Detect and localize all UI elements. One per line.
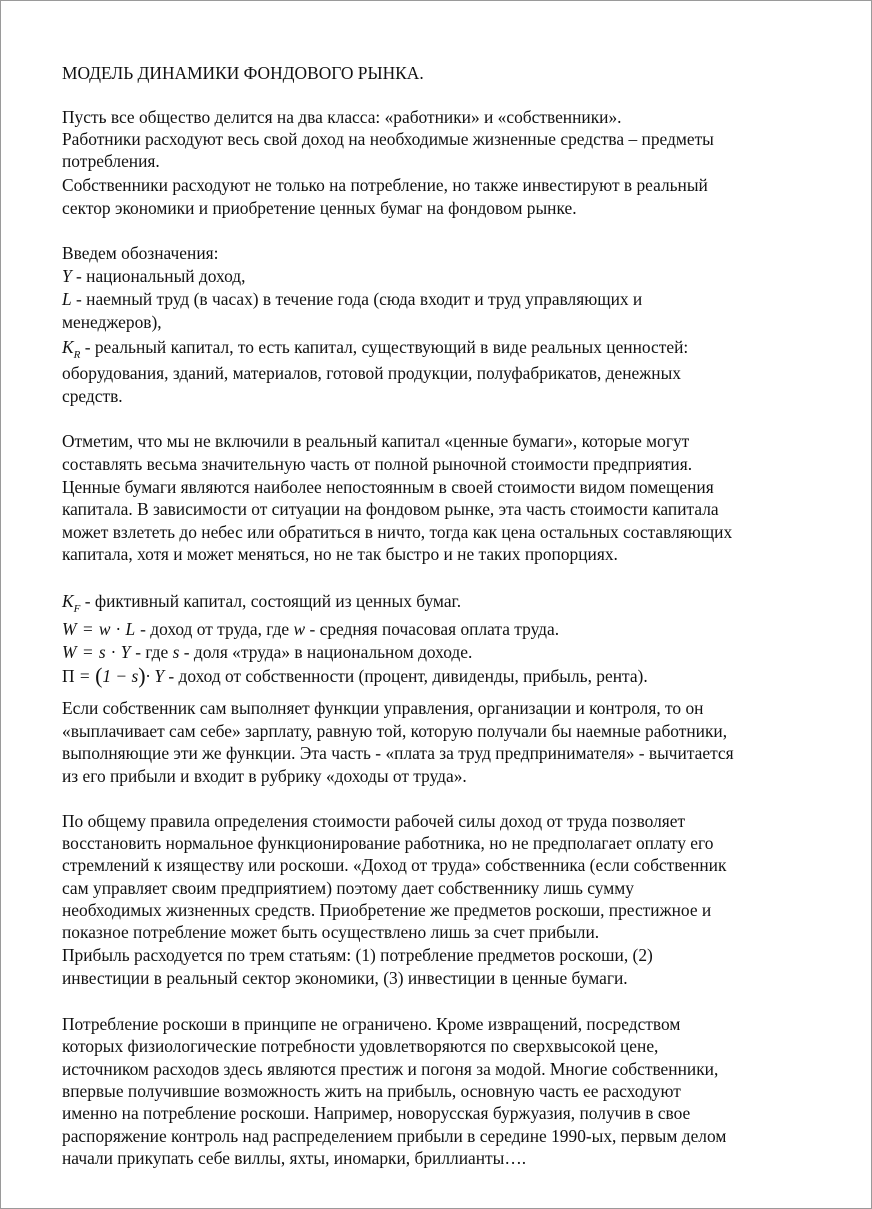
formula-wage xyxy=(62,618,559,640)
notation-l-text: - наемный труд (в часах) в течение года (сюда входит и труд управляющих и xyxy=(71,289,643,309)
notation-y xyxy=(62,265,245,287)
subscript-r: R xyxy=(73,349,81,361)
formula-pi-tail: · Y xyxy=(145,666,164,686)
paragraph-line: распоряжение контроль над распределением прибыли в середине 1990-ых, первым делом xyxy=(62,1126,727,1146)
formula-pi-inner: 1 − s xyxy=(102,666,139,686)
symbol-y: Y xyxy=(62,266,72,286)
paragraph-line: начали прикупать себе виллы, яхты, иномарки, бриллианты…. xyxy=(62,1148,527,1168)
symbol-w: w xyxy=(293,619,306,639)
paragraph-line: Потребление роскоши в принципе не ограничено. Кроме извращений, посредством xyxy=(62,1014,681,1034)
notation-l xyxy=(62,288,642,310)
subscript-f: F xyxy=(73,603,81,615)
formula-w-text: - доход от труда, где xyxy=(135,619,294,639)
intro-line: Пусть все общество делится на два класса: «работники» и «собственники». xyxy=(62,107,622,127)
document-title: МОДЕЛЬ ДИНАМИКИ ФОНДОВОГО РЫНКА. xyxy=(62,63,424,83)
paragraph-line: показное потребление может быть осуществлено лишь за счет прибыли. xyxy=(62,922,600,942)
paragraph-line: инвестиции в реальный сектор экономики, (3) инвестиции в ценные бумаги. xyxy=(62,968,628,988)
open-paren: ( xyxy=(95,663,103,688)
intro-line: сектор экономики и приобретение ценных бумаг на фондовом рынке. xyxy=(62,198,577,218)
paragraph-line: может взлететь до небес или обратиться в ничто, тогда как цена остальных составляющих xyxy=(62,522,733,542)
paragraph-line: необходимых жизненных средств. Приобретение же предметов роскоши, престижное и xyxy=(62,900,712,920)
paragraph-line: Если собственник сам выполняет функции управления, организации и контроля, то он xyxy=(62,698,704,718)
paragraph-line: восстановить нормальное функционирование работника, но не предполагает оплату его xyxy=(62,833,714,853)
paragraph-line: капитала, хотя и может меняться, но не так быстро и не таких пропорциях. xyxy=(62,544,618,564)
paragraph-line: из его прибыли и входит в рубрику «доходы от труда». xyxy=(62,766,467,786)
paragraph-line: По общему правила определения стоимости рабочей силы доход от труда позволяет xyxy=(62,811,686,831)
paragraph-line: Ценные бумаги являются наиболее непостоянным в своей стоимости видом помещения xyxy=(62,477,714,497)
notation-y-text: - национальный доход, xyxy=(71,266,246,286)
paragraph-line: источником расходов здесь являются престиж и погоня за модой. Многие собственники, xyxy=(62,1059,719,1079)
paragraph-line: именно на потребление роскоши. Например, новорусская буржуазия, получив в свое xyxy=(62,1103,691,1123)
intro-line: потребления. xyxy=(62,151,160,171)
formula-s-text: - где xyxy=(130,642,173,662)
formula-profit xyxy=(62,664,648,687)
paragraph-line: выполняющие эти же функции. Эта часть - «плата за труд предпринимателя» - вычитается xyxy=(62,743,734,763)
notation-heading: Введем обозначения: xyxy=(62,243,219,263)
formula-w-expression: W = w · L xyxy=(62,619,136,639)
intro-line: Работники расходуют весь свой доход на необходимые жизненные средства – предметы xyxy=(62,129,714,149)
paragraph-line: капитала. В зависимости от ситуации на фондовом рынке, эта часть стоимости капитала xyxy=(62,499,719,519)
paragraph-line: которых физиологические потребности удовлетворяются по сверхвысокой цене, xyxy=(62,1036,659,1056)
notation-kr-text: - реальный капитал, то есть капитал, существующий в виде реальных ценностей: xyxy=(80,337,689,357)
paragraph-line: впервые получившие возможность жить на прибыль, основную часть ее расходуют xyxy=(62,1081,681,1101)
symbol-s: s xyxy=(172,642,180,662)
paragraph-line: Прибыль расходуется по трем статьям: (1) потребление предметов роскоши, (2) xyxy=(62,945,653,965)
formula-share xyxy=(62,641,472,663)
paragraph-line: стремлений к изяществу или роскоши. «Доход от труда» собственника (если собственник xyxy=(62,855,727,875)
paragraph-line: «выплачивает сам себе» зарплату, равную той, которую получали бы наемные работники, xyxy=(62,721,728,741)
notation-kr xyxy=(62,336,688,361)
formula-kf-text: - фиктивный капитал, состоящий из ценных бумаг. xyxy=(80,591,462,611)
paragraph-line: составлять весьма значительную часть от полной рыночной стоимости предприятия. xyxy=(62,454,693,474)
formula-s-expression: W = s · Y xyxy=(62,642,131,662)
formula-pi-text: - доход от собственности (процент, дивиденды, прибыль, рента). xyxy=(164,666,648,686)
formula-w-text: - средняя почасовая оплата труда. xyxy=(305,619,560,639)
notation-kr-cont: оборудования, зданий, материалов, готовой продукции, полуфабрикатов, денежных xyxy=(62,363,681,383)
intro-line: Собственники расходуют не только на потребление, но также инвестируют в реальный xyxy=(62,175,708,195)
formula-s-text: - доля «труда» в национальном доходе. xyxy=(179,642,473,662)
close-paren: ) xyxy=(138,663,146,688)
symbol-l: L xyxy=(62,289,72,309)
formula-pi-symbol: Π = xyxy=(62,666,96,686)
paragraph-line: Отметим, что мы не включили в реальный капитал «ценные бумаги», которые могут xyxy=(62,431,690,451)
symbol-k: K xyxy=(62,337,74,357)
notation-kr-cont: средств. xyxy=(62,386,123,406)
formula-kf xyxy=(62,590,461,615)
notation-l-cont: менеджеров), xyxy=(62,312,162,332)
symbol-k: K xyxy=(62,591,74,611)
paragraph-line: сам управляет своим предприятием) поэтому дает собственнику лишь сумму xyxy=(62,878,634,898)
